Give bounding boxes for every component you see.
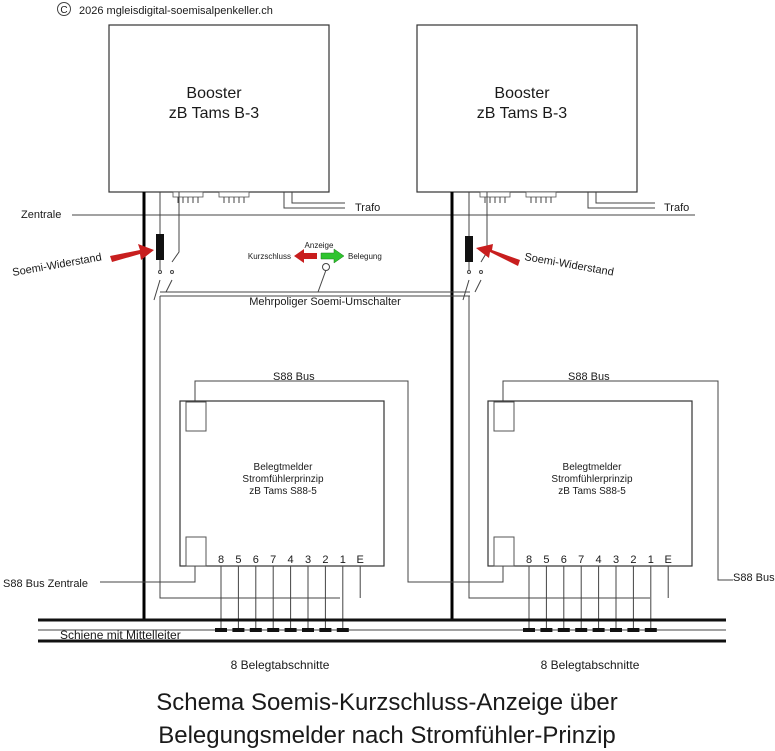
- trafo-leads-right: [588, 192, 655, 208]
- switch-blades-right: [463, 280, 481, 300]
- terminal-left-4: 4: [287, 554, 294, 566]
- s88-bus-label-out: S88 Bus: [733, 572, 775, 584]
- schiene-label: Schiene mit Mittelleiter: [60, 628, 181, 642]
- terminal-left-3: 7: [270, 554, 277, 566]
- switch-knob: [323, 264, 330, 271]
- booster-right-connector-2: [526, 192, 556, 203]
- detector-left-bus-out: [186, 537, 206, 566]
- terminal-right-2: 6: [560, 554, 567, 566]
- terminal-right-5: 3: [612, 554, 620, 566]
- detector-left-bus-in: [186, 402, 206, 431]
- terminal-left-1: 5: [235, 554, 242, 566]
- terminal-right-3: 7: [578, 554, 585, 566]
- track-segment-right-2: [558, 628, 570, 632]
- track-segment-left-4: [285, 628, 297, 632]
- booster-right-line1: Booster: [494, 85, 550, 102]
- soemi-widerstand-label-left: Soemi-Widerstand: [11, 251, 103, 279]
- detector-left-line2: Stromfühlerprinzip: [242, 474, 324, 485]
- track-segment-left-1: [232, 628, 244, 632]
- track-segment-left-0: [215, 628, 227, 632]
- detector-left-line3: zB Tams S88-5: [249, 486, 317, 497]
- title-line1: Schema Soemis-Kurzschluss-Anzeige über: [156, 689, 618, 716]
- track-segment-left-7: [337, 628, 349, 632]
- terminal-right-8: E: [664, 554, 672, 566]
- copyright-symbol: C: [60, 5, 68, 16]
- detector-right-line1: Belegtmelder: [562, 462, 622, 473]
- terminal-left-0: 8: [217, 554, 225, 566]
- terminal-left-7: 1: [339, 554, 346, 566]
- booster-right-connector-1: [480, 192, 510, 203]
- track-segment-left-5: [302, 628, 314, 632]
- booster-left-connector-1: [173, 192, 203, 203]
- multi-pole-switch: [160, 264, 470, 309]
- switch-blades-left: [154, 280, 172, 300]
- detector-right: [488, 401, 692, 630]
- s88-bus-label-left: S88 Bus: [273, 371, 315, 383]
- booster-right-line2: zB Tams B-3: [476, 105, 568, 122]
- detector-left: [180, 401, 384, 630]
- track-segment-right-0: [523, 628, 535, 632]
- belegung-arrow: [321, 249, 344, 263]
- switch-lever: [318, 270, 326, 292]
- track-segment-right-3: [575, 628, 587, 632]
- track-segment-left-6: [319, 628, 331, 632]
- track-segment-right-4: [593, 628, 605, 632]
- indicator-legend: [248, 241, 382, 263]
- soemi-resistor-right: [465, 236, 473, 262]
- title-line2: Belegungsmelder nach Stromfühler-Prinzip: [158, 722, 616, 749]
- zentrale-label: Zentrale: [21, 209, 62, 221]
- red-arrow-left: [110, 244, 154, 262]
- terminal-left-8: E: [356, 554, 364, 566]
- kurzschluss-arrow: [294, 249, 317, 263]
- trafo-leads-left: [284, 192, 345, 208]
- s88-bus-zentrale-label: S88 Bus Zentrale: [3, 578, 88, 590]
- terminal-right-0: 8: [525, 554, 533, 566]
- umschalter-label: Mehrpoliger Soemi-Umschalter: [249, 296, 401, 308]
- detector-right-bus-out: [494, 537, 514, 566]
- s88-bus-zentrale-line: [100, 566, 195, 582]
- copyright-text: 2026 mgleisdigital-soemisalpenkeller.ch: [79, 5, 273, 17]
- terminal-right-4: 4: [595, 554, 602, 566]
- anzeige-label: Anzeige: [304, 241, 334, 250]
- red-arrow-right: [476, 244, 520, 266]
- track: [38, 620, 726, 672]
- kurzschluss-label: Kurzschluss: [247, 252, 291, 261]
- track-segment-right-5: [610, 628, 622, 632]
- s88-bus-label-right: S88 Bus: [568, 371, 610, 383]
- abschnitte-label-left: 8 Belegtabschnitte: [230, 658, 330, 672]
- terminal-right-6: 2: [630, 554, 637, 566]
- trafo-label-right: Trafo: [664, 202, 690, 214]
- track-segment-right-1: [540, 628, 552, 632]
- trafo-label-left: Trafo: [355, 202, 381, 214]
- track-segment-left-3: [267, 628, 279, 632]
- abschnitte-label-right: 8 Belegtabschnitte: [540, 658, 640, 672]
- detector-right-line3: zB Tams S88-5: [558, 486, 626, 497]
- booster-left-connector-2: [219, 192, 249, 203]
- belegung-label: Belegung: [348, 252, 382, 261]
- terminal-left-5: 3: [304, 554, 312, 566]
- track-segment-left-2: [250, 628, 262, 632]
- booster-left-line2: zB Tams B-3: [168, 105, 260, 122]
- terminal-right-7: 1: [647, 554, 654, 566]
- soemi-widerstand-label-right: Soemi-Widerstand: [523, 251, 615, 279]
- terminal-left-6: 2: [322, 554, 329, 566]
- terminal-right-1: 5: [543, 554, 550, 566]
- detector-left-line1: Belegtmelder: [253, 462, 313, 473]
- terminal-left-2: 6: [252, 554, 259, 566]
- track-segment-right-7: [645, 628, 657, 632]
- detector-right-bus-in: [494, 402, 514, 431]
- booster-left-line1: Booster: [186, 85, 242, 102]
- soemi-resistor-left: [156, 234, 164, 260]
- track-segment-right-6: [627, 628, 639, 632]
- detector-right-line2: Stromfühlerprinzip: [551, 474, 633, 485]
